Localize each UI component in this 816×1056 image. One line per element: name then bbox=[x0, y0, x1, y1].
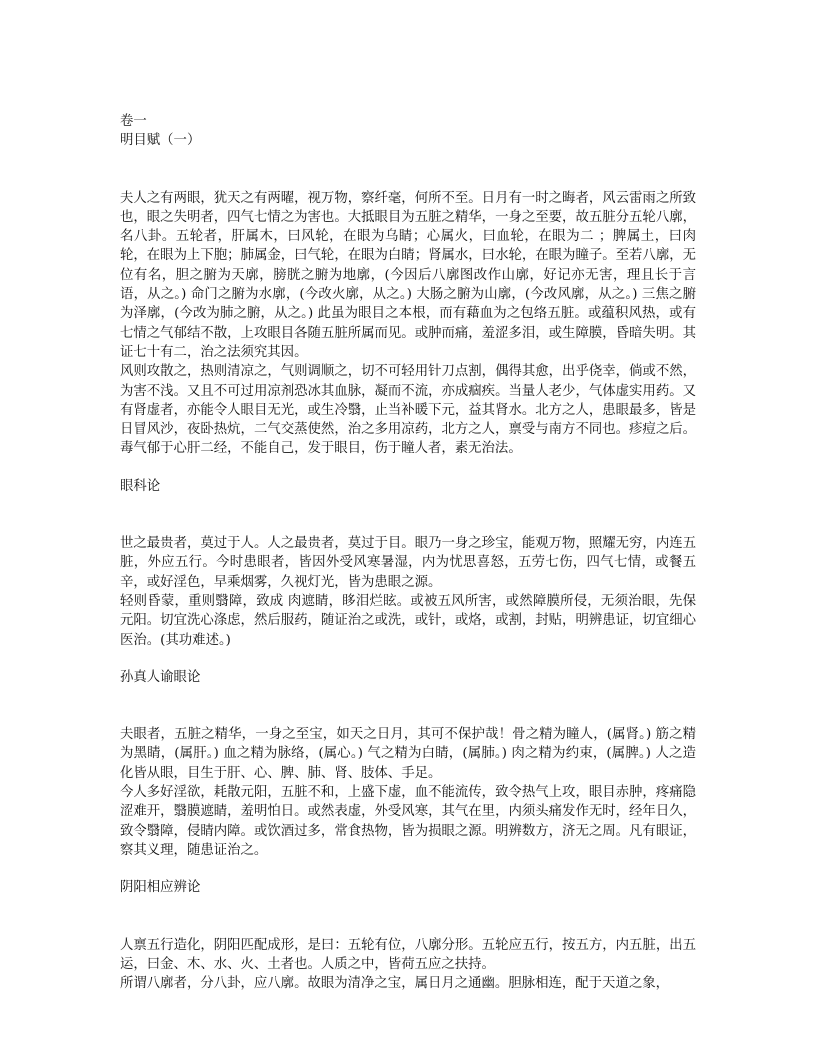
document-page bbox=[120, 112, 696, 993]
section-title-yanke-lun: 眼科论 bbox=[120, 478, 161, 494]
spacer bbox=[120, 687, 696, 725]
spacer bbox=[120, 860, 696, 878]
spacer bbox=[120, 496, 696, 534]
section-title-mingmu-fu: 明目赋（一） bbox=[120, 133, 201, 149]
paragraph: 今人多好淫欲，耗散元阳，五脏不和，上盛下虚，血不能流传，致令热气上攻，眼目赤肿，疼痛隐涩难开，翳膜遮睛，羞明怕日。或然表虚，外受风寒，其气在里，内须头痛发作无时，经年日久，致令翳障，侵睛内障。或饮酒过多，常食热物，皆为损眼之源。明辨数方，济无之周。凡有眼证，察其义理，随患证治之。 bbox=[120, 785, 696, 858]
section-title-sun-zhenren: 孙真人谕眼论 bbox=[120, 669, 201, 685]
paragraph: 风则攻散之，热则清凉之，气则调顺之，切不可轻用针刀点割，偶得其愈，出乎侥幸，倘或不然，为害不浅。又且不可过用凉剂恐冰其血脉，凝而不流，亦成痼疾。当量人老少，气体虚实用药。又有肾虚者，亦能令人眼目无光，或生冷翳，止当补暖下元，益其肾水。北方之人，患眼最多，皆是日冒风沙，夜卧热炕，二气交蒸使然，治之多用凉药，北方之人，禀受与南方不同也。疹痘之后。毒气郁于心肝二经，不能自己，发于眼目，伤于瞳人者，素无治法。 bbox=[120, 364, 696, 457]
paragraph: 所谓八廓者，分八卦，应八廓。故眼为清净之宝，属日月之通幽。胆脉相连，配于天道之象， bbox=[120, 976, 670, 992]
spacer bbox=[120, 898, 696, 936]
paragraph: 夫人之有两眼，犹天之有两曜，视万物，察纤毫，何所不至。日月有一时之晦者，风云雷雨之所致也，眼之失明者，四气七情之为害也。大抵眼目为五脏之精华，一身之至要，故五脏分五轮八廓，名八卦。五轮者，肝属木，曰风轮，在眼为乌睛；心属火，曰血轮，在眼为二 ；脾属土，曰肉轮，在眼为上下胞；肺属金，曰气轮，在眼为白睛；肾属水，曰水轮，在眼为瞳子。至若八廓，无位有名，胆之腑为天廓，膀胱之腑为地廓，(今因后八廓图改作山廓，好记亦无害，理且长于言语，从之。) 命门之腑为水廓，(今改火廓，从之。) 大肠之腑为山廓，(今改风廓，从之。) 三焦之腑为泽廓，(今改为肺之腑，从之。) 此虽为眼目之本根，而有藉血为之包络五脏。或蕴积风热，或有七情之气郁结不散，上攻眼目各随五脏所属而见。或肿而痛，羞涩多泪，或生障膜，昏暗失明。其证七十有二，治之法须究其因。 bbox=[120, 190, 696, 360]
paragraph: 人禀五行造化，阴阳匹配成形，是曰：五轮有位，八廓分形。五轮应五行，按五方，内五脏，出五运，曰金、木、水、火、土者也。人质之中，皆荷五应之扶持。 bbox=[120, 937, 696, 972]
spacer bbox=[120, 650, 696, 668]
paragraph: 世之最贵者，莫过于人。人之最贵者，莫过于目。眼乃一身之珍宝，能观万物，照耀无穷，内连五脏，外应五行。今时患眼者，皆因外受风寒暑湿，内为忧思喜怒，五劳七伤，四气七情，或餐五辛，或好淫色，早乘烟雾，久视灯光，皆为患眼之源。 bbox=[120, 536, 696, 590]
spacer bbox=[120, 459, 696, 477]
paragraph: 轻则昏蒙，重则翳障，致成 肉遮睛，眵泪烂眩。或被五风所害，或然障膜所侵，无须治眼，先保元阳。切宜洗心涤虑，然后服药，随证治之或洗，或针，或烙，或割，封贴，明辨患证，切宜细心医治。(其功难述。) bbox=[120, 593, 696, 648]
volume-title: 卷一 bbox=[120, 114, 147, 129]
paragraph: 夫眼者，五脏之精华，一身之至宝，如天之日月，其可不保护哉！骨之精为瞳人，(属肾。) 筋之精为黑睛，(属肝。) 血之精为脉络，(属心。) 气之精为白睛，(属肺。) 肉之精为约束，(属脾。) 人之造化皆从眼，目生于肝、心、脾、肺、肾、肢体、手足。 bbox=[120, 727, 696, 781]
section-title-yinyang: 阴阳相应辨论 bbox=[120, 880, 201, 896]
spacer bbox=[120, 151, 696, 189]
